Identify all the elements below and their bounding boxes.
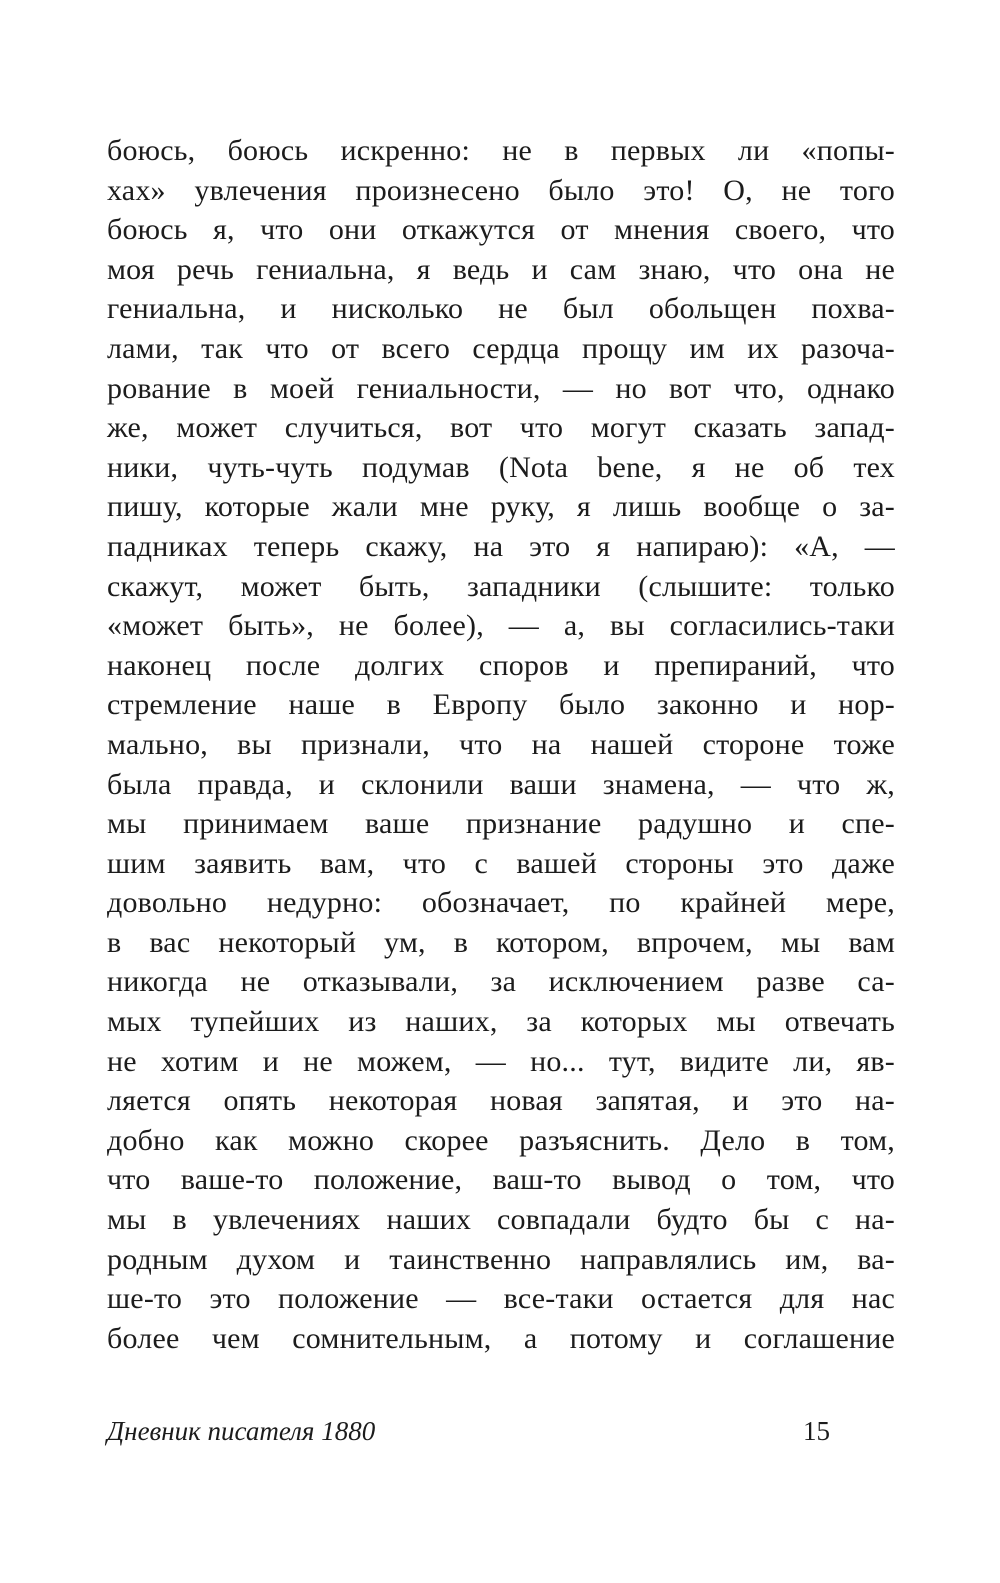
text-line: довольно недурно: обозначает, по крайней мере, bbox=[107, 886, 895, 920]
text-line: боюсь, боюсь искренно: не в первых ли «попы- bbox=[107, 134, 895, 167]
text-line: гениальна, и нисколько не был обольщен похва- bbox=[107, 292, 895, 326]
text-line: более чем сомнительным, а потому и соглашение bbox=[107, 1321, 895, 1355]
footer-page-number: 15 bbox=[803, 1416, 830, 1446]
text-line: ше-то это положение — все-таки остается для нас bbox=[107, 1282, 895, 1316]
text-line: боюсь я, что они откажутся от мнения своего, что bbox=[107, 213, 895, 247]
text-line: «может быть», не более), — а, вы согласились-таки bbox=[107, 609, 895, 643]
text-line: же, может случиться, вот что могут сказать запад- bbox=[107, 411, 895, 445]
footer-book-title: Дневник писателя 1880 bbox=[107, 1416, 376, 1446]
body-text bbox=[107, 131, 895, 1358]
text-line: моя речь гениальна, я ведь и сам знаю, что она не bbox=[107, 252, 895, 286]
text-line: хах» увлечения произнесено было это! О, не того bbox=[107, 173, 895, 207]
text-line: наконец после долгих споров и препираний, что bbox=[107, 648, 895, 682]
text-line: рование в моей гениальности, — но вот что, однако bbox=[107, 371, 895, 405]
text-line: шим заявить вам, что с вашей стороны это даже bbox=[107, 846, 895, 880]
text-line: не хотим и не можем, — но... тут, видите ли, яв- bbox=[107, 1044, 895, 1078]
text-line: стремление наше в Европу было законно и нор- bbox=[107, 688, 895, 722]
text-line: скажут, может быть, западники (слышите: только bbox=[107, 569, 895, 603]
text-line: мы принимаем ваше признание радушно и спе- bbox=[107, 807, 895, 841]
text-line: пишу, которые жали мне руку, я лишь вообще о за- bbox=[107, 490, 895, 524]
text-line: мально, вы признали, что на нашей стороне тоже bbox=[107, 727, 895, 761]
text-line: что ваше-то положение, ваш-то вывод о том, что bbox=[107, 1163, 895, 1197]
text-line: мы в увлечениях наших совпадали будто бы с на- bbox=[107, 1203, 895, 1237]
text-line: падниках теперь скажу, на это я напираю): «А, — bbox=[107, 529, 895, 563]
text-line: в вас некоторый ум, в котором, впрочем, мы вам bbox=[107, 925, 895, 959]
text-line: родным духом и таинственно направлялись им, ва- bbox=[107, 1242, 895, 1276]
text-line: добно как можно скорее разъяснить. Дело в том, bbox=[107, 1123, 895, 1157]
text-line: ники, чуть-чуть подумав (Nota bene, я не об тех bbox=[107, 450, 895, 484]
text-line: была правда, и склонили ваши знамена, — что ж, bbox=[107, 767, 895, 801]
text-line: ляется опять некоторая новая запятая, и это на- bbox=[107, 1084, 895, 1118]
page-footer bbox=[107, 1414, 830, 1448]
text-line: мых тупейших из наших, за которых мы отвечать bbox=[107, 1005, 895, 1039]
text-line: лами, так что от всего сердца прощу им их разоча- bbox=[107, 331, 895, 365]
text-line: никогда не отказывали, за исключением разве са- bbox=[107, 965, 895, 999]
